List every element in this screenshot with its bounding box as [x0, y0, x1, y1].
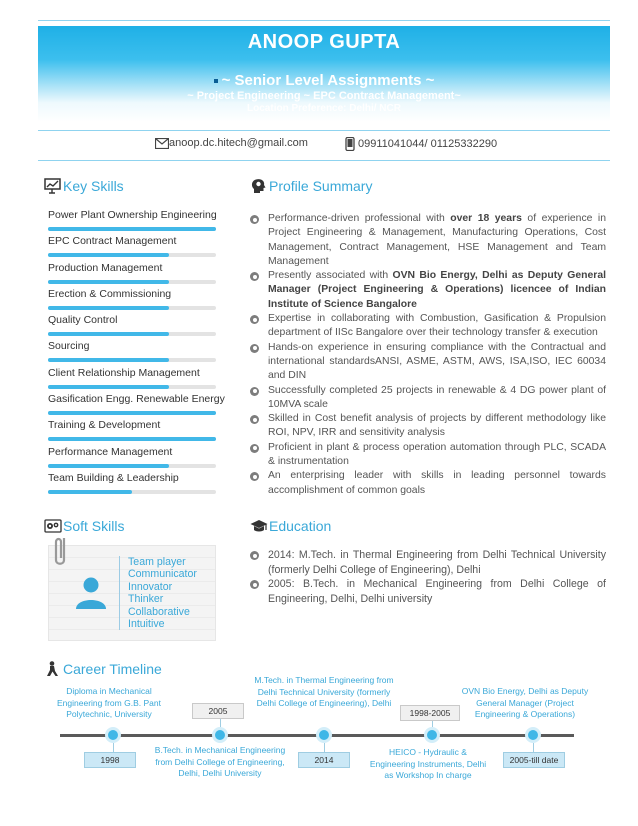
career-timeline-title: Career Timeline [63, 661, 162, 677]
profile-text: Hands-on experience in ensuring compliance with the Contractual and international standardsANSI, ASME, ASTM, AWS, ISA,ISO, IEC 60034 and DIN [268, 341, 606, 382]
soft-skill-item: Team player [128, 556, 186, 568]
profile-item [250, 212, 606, 269]
skill-label: Quality Control [48, 314, 118, 327]
education-list [250, 548, 606, 606]
profile-item [250, 341, 606, 384]
timeline-description: HEICO - Hydraulic & Engineering Instruments, Delhi as Workshop In charge [369, 747, 487, 780]
profile-text: of experience in Project Engineering & Management, Manufacturing Operations, Cost Management, Contract Management, HSE Management and Team Management [268, 213, 606, 267]
contact-divider-top [38, 130, 610, 131]
timeline-description: OVN Bio Energy, Delhi as Deputy General Manager (Project Engineering & Operations) [461, 686, 589, 719]
timeline-node [424, 727, 440, 743]
timeline-description: Diploma in Mechanical Engineering from G.B. Pant Polytechnic, University [57, 686, 161, 719]
presentation-icon [44, 178, 62, 194]
profile-summary-heading [250, 178, 372, 194]
timeline-date: 2005 [192, 703, 244, 719]
skill-label: Team Building & Leadership [48, 471, 179, 484]
skill-bar-fill [48, 490, 132, 494]
profile-summary-title: Profile Summary [269, 178, 373, 194]
education-text: 2005: B.Tech. in Mechanical Engineering from Delhi College of Engineering, Delhi, Delhi university [268, 578, 606, 605]
skill-bar-fill [48, 253, 169, 257]
education-title: Education [269, 518, 332, 534]
skill-row [48, 418, 216, 444]
timeline-node [525, 727, 541, 743]
soft-skill-item: Innovator [128, 580, 173, 593]
skill-row [48, 208, 216, 234]
timeline-description: B.Tech. in Mechanical Engineering from Delhi College of Engineering, Delhi, Delhi University [154, 745, 286, 778]
phone-icon [345, 137, 355, 151]
assignments-text: ~ Senior Level Assignments ~ [221, 72, 435, 89]
skill-bar [48, 306, 216, 310]
dot-icon [214, 79, 218, 83]
phone-contact[interactable] [345, 137, 497, 151]
bullet-icon [250, 472, 259, 481]
bullet-icon [250, 272, 259, 281]
key-skills-list [48, 208, 225, 497]
skill-label: Power Plant Ownership Engineering [48, 209, 217, 221]
soft-skill-item: Collaborative [128, 605, 190, 618]
skill-label: Training & Development [48, 419, 161, 432]
skill-bar [48, 358, 216, 362]
timeline-stem [432, 721, 433, 727]
bullet-icon [250, 215, 259, 224]
skill-row [48, 261, 216, 287]
profile-item [250, 441, 606, 470]
key-skills-title: Key Skills [63, 178, 124, 194]
soft-skills-list [119, 556, 197, 630]
timeline-stem [113, 743, 114, 752]
roles-line: ~ Project Engineering ~ EPC Contract Management~ [187, 90, 461, 102]
skill-bar [48, 411, 216, 415]
timeline-date: 2005-till date [503, 752, 565, 768]
profile-text: Successfully completed 25 projects in renewable & 4 DG power plant of 10MVA scale [268, 384, 606, 410]
email-text[interactable]: anoop.dc.hitech@gmail.com [169, 137, 308, 149]
bullet-icon [250, 444, 259, 453]
skill-bar-fill [48, 332, 169, 336]
career-timeline-heading [44, 661, 162, 677]
bullet-icon [250, 387, 259, 396]
paperclip-icon [52, 534, 70, 568]
skill-bar-fill [48, 437, 216, 441]
skill-bar-fill [48, 464, 169, 468]
assignments-heading [38, 72, 610, 89]
soft-skills-title: Soft Skills [63, 518, 125, 534]
envelope-icon [155, 138, 169, 149]
timeline-node [316, 727, 332, 743]
timeline-node [105, 727, 121, 743]
email-contact[interactable] [155, 137, 308, 149]
skill-label: Production Management [48, 261, 163, 274]
key-skills-heading [44, 178, 124, 194]
profile-item [250, 384, 606, 413]
skill-row [48, 313, 216, 339]
profile-text: Presently associated with [268, 270, 393, 282]
timeline-description: M.Tech. in Thermal Engineering from Delhi Technical University (formerly Delhi College of Engineering), Delhi [254, 675, 394, 708]
skill-bar [48, 464, 216, 468]
timeline-date: 2014 [298, 752, 350, 768]
bullet-icon [250, 551, 259, 560]
skill-bar [48, 253, 216, 257]
skill-label: Performance Management [48, 445, 173, 458]
contact-divider-bottom [38, 160, 610, 161]
skill-bar-fill [48, 358, 169, 362]
profile-text: Expertise in collaborating with Combustion, Gasification & Propulsion department of IISc Bangalore over their technology transfer & execution [268, 313, 606, 339]
timeline-stem [220, 719, 221, 727]
location-line: Location Preference: Delhi/ NCR [247, 103, 401, 114]
bullet-icon [250, 415, 259, 424]
bullet-icon [250, 580, 259, 589]
skill-bar-fill [48, 227, 216, 231]
graduation-cap-icon [250, 518, 268, 534]
profile-summary-list [250, 212, 606, 498]
bullet-icon [250, 315, 259, 324]
education-item [250, 577, 606, 606]
soft-skills-heading [44, 518, 124, 534]
profile-text: An enterprising leader with skills in leading personnel towards accomplishment of common goals [268, 470, 606, 496]
gears-icon [44, 518, 62, 534]
education-text: 2014: M.Tech. in Thermal Engineering from Delhi Technical University (formerly Delhi College of Engineering), Delhi [268, 549, 606, 576]
person-avatar-icon [73, 574, 109, 610]
profile-highlight: over 18 years [450, 213, 522, 224]
profile-item [250, 412, 606, 441]
skill-bar [48, 385, 216, 389]
skill-row [48, 287, 216, 313]
profile-text: Performance-driven professional with [268, 213, 451, 224]
timeline-date: 1998 [84, 752, 136, 768]
phone-text[interactable]: 09911041044/ 01125332290 [358, 138, 498, 150]
profile-text: Skilled in Cost benefit analysis of projects by different methodology like ROI, NPV, IRR and sensitivity analysis [268, 413, 606, 439]
skill-bar [48, 227, 216, 231]
skill-bar [48, 490, 216, 494]
skill-bar-fill [48, 306, 169, 310]
timeline-node [212, 727, 228, 743]
profile-text: Proficient in plant & process operation automation through PLC, SCADA & instrumentation [268, 441, 606, 468]
soft-skill-item: Thinker [128, 593, 164, 606]
skill-label: EPC Contract Management [48, 235, 177, 248]
profile-highlight: OVN Bio Energy, Delhi as Deputy General Manager (Project Engineering & Operations) licencee of Indian Institute of Science Bangalore [268, 270, 606, 310]
skill-bar-fill [48, 280, 169, 284]
skill-bar-fill [48, 411, 216, 415]
profile-item [250, 312, 606, 341]
top-divider [38, 20, 610, 21]
skill-row [48, 366, 216, 392]
skill-bar-fill [48, 385, 169, 389]
person-walking-icon [44, 661, 62, 677]
timeline-stem [533, 743, 534, 752]
header-banner [38, 26, 610, 122]
skill-bar [48, 437, 216, 441]
skill-bar [48, 332, 216, 336]
skill-label: Client Relationship Management [48, 366, 200, 379]
soft-skill-item: Intuitive [128, 618, 165, 631]
skill-row [48, 339, 216, 365]
skill-label: Erection & Commissioning [48, 287, 172, 300]
timeline-date: 1998-2005 [400, 705, 460, 721]
skill-label: Gasification Engg. Renewable Energy [48, 393, 225, 406]
candidate-name: ANOOP GUPTA [247, 31, 401, 53]
education-item [250, 548, 606, 577]
education-heading [250, 518, 331, 534]
skill-row [48, 471, 216, 497]
skill-row [48, 234, 216, 260]
bullet-icon [250, 344, 259, 353]
timeline-stem [324, 743, 325, 752]
skill-bar [48, 280, 216, 284]
profile-item [250, 469, 606, 498]
skill-row [48, 392, 225, 418]
profile-item [250, 269, 606, 312]
soft-skill-item: Communicator [128, 568, 197, 581]
head-gear-icon [250, 178, 268, 194]
skill-row [48, 445, 216, 471]
skill-label: Sourcing [48, 340, 90, 353]
